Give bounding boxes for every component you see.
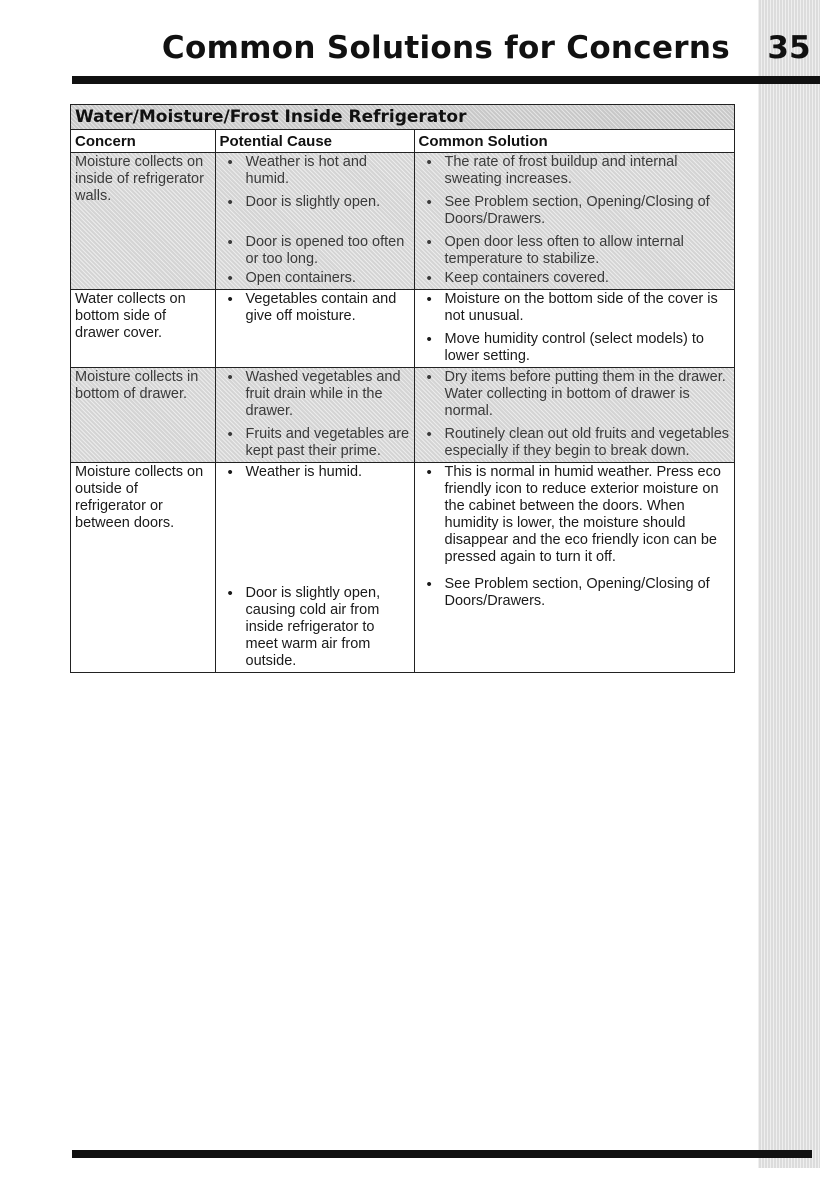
cause-item: • Door is slightly open, causing cold air from inside refrigerator to meet warm air from outside. xyxy=(220,585,410,670)
solution-item: • Routinely clean out old fruits and vegetables especially if they begin to break down. xyxy=(419,426,731,460)
column-header-concern: Concern xyxy=(71,130,215,153)
concern-cell: Moisture collects on outside of refrigerator or between doors. xyxy=(71,463,215,673)
cause-cell xyxy=(215,290,414,368)
table-row xyxy=(71,290,734,368)
cause-item: • Door is slightly open. xyxy=(220,194,410,211)
table-header-row xyxy=(71,130,734,153)
page-number: 35 xyxy=(767,30,811,66)
solution-item: • The rate of frost buildup and internal sweating increases. xyxy=(419,154,731,188)
solution-cell xyxy=(414,290,734,368)
cause-item: • Washed vegetables and fruit drain while in the drawer. xyxy=(220,369,410,420)
table-title: Water/Moisture/Frost Inside Refrigerator xyxy=(71,105,734,130)
solution-item: • Keep containers covered. xyxy=(419,270,731,287)
column-header-potential-cause: Potential Cause xyxy=(215,130,414,153)
cause-item: • Vegetables contain and give off moisture. xyxy=(220,291,410,325)
cause-cell xyxy=(215,463,414,673)
concern-cell: Water collects on bottom side of drawer cover. xyxy=(71,290,215,368)
solution-item: • See Problem section, Opening/Closing of Doors/Drawers. xyxy=(419,576,731,610)
page-edge-tab xyxy=(758,0,820,1168)
solution-item: • See Problem section, Opening/Closing of Doors/Drawers. xyxy=(419,194,731,228)
title-rule xyxy=(72,76,820,84)
solution-item: • Dry items before putting them in the drawer. Water collecting in bottom of drawer is normal. xyxy=(419,369,731,420)
solution-item: • Moisture on the bottom side of the cover is not unusual. xyxy=(419,291,731,325)
solution-item: • Open door less often to allow internal temperature to stabilize. xyxy=(419,234,731,268)
footer-rule xyxy=(72,1150,812,1158)
column-header-common-solution: Common Solution xyxy=(414,130,734,153)
solution-cell xyxy=(414,153,734,290)
cause-cell xyxy=(215,153,414,290)
table-row xyxy=(71,368,734,463)
cause-cell xyxy=(215,368,414,463)
solution-item: • This is normal in humid weather. Press eco friendly icon to reduce exterior moisture on the cabinet between the doors. When humidity is lower, the moisture should disappear and the eco friendly icon can be pressed again to turn it off. xyxy=(419,464,731,566)
cause-item: • Open containers. xyxy=(220,270,410,287)
page-title: Common Solutions for Concerns xyxy=(161,30,730,66)
table-row xyxy=(71,153,734,290)
cause-item: • Door is opened too often or too long. xyxy=(220,234,410,268)
troubleshooting-table xyxy=(70,104,735,673)
solution-cell xyxy=(414,463,734,673)
concern-cell: Moisture collects on inside of refrigerator walls. xyxy=(71,153,215,290)
cause-item: • Weather is hot and humid. xyxy=(220,154,410,188)
concerns-table xyxy=(71,130,734,672)
solution-cell xyxy=(414,368,734,463)
solution-item: • Move humidity control (select models) to lower setting. xyxy=(419,331,731,365)
cause-item: • Fruits and vegetables are kept past their prime. xyxy=(220,426,410,460)
concern-cell: Moisture collects in bottom of drawer. xyxy=(71,368,215,463)
cause-item: • Weather is humid. xyxy=(220,464,410,481)
table-row xyxy=(71,463,734,673)
